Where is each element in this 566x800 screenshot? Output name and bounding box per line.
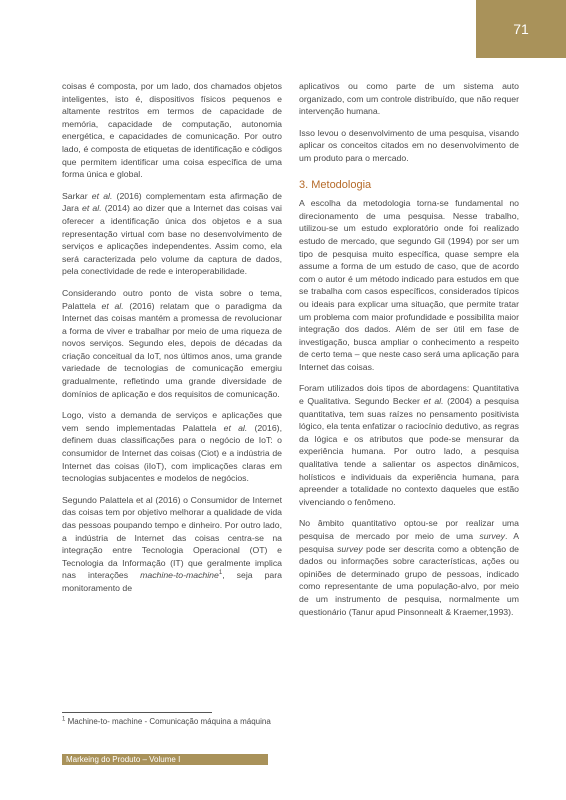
left-column bbox=[62, 80, 282, 604]
footnote-ref[interactable]: 1 bbox=[218, 570, 223, 577]
paragraph: Isso levou o desenvolvimento de uma pesquisa, visando aplicar os conceitos citados em no desenvolvimento de um produto para o mercado. bbox=[299, 127, 519, 163]
paragraph: Considerando outro ponto de vista sobre o tema, Palattela et al. (2016) relatam que o paradigma da Internet das coisas mantém a promessa de revolucionar a forma de viver e trabalhar por meio de uma riqueza de novos serviços. Segundo eles, depois de décadas da criação conceitual da IoT, nos últimos anos, uma grande variedade de tecnologias de comunicação emergiu gradualmente, refletindo uma grande diversidade de domínios de aplicação e dos requisitos de comunicação. bbox=[62, 287, 282, 399]
paragraph: Segundo Palattela et al (2016) o Consumidor de Internet das coisas tem por objetivo melhorar a qualidade de vida das pessoas poupando tempo e dinheiro. Por outro lado, a indústria de Internet das coisas centra-se na integração entre Tecnologia Operacional (OT) e Tecnologia da Informação (IT) que geralmente implica nas interações machine-to-machine$^1$, seja para monitoramento de bbox=[62, 494, 282, 593]
paragraph: aplicativos ou como parte de um sistema auto organizado, com um controle distribuído, que não requer intervenção humana. bbox=[299, 81, 519, 117]
footer-title: Markeing do Produto – Volume I bbox=[62, 754, 268, 765]
paragraph: Sarkar et al. (2016) complementam esta afirmação de Jara et al. (2014) ao dizer que a Internet das coisas vai oferecer a identificação única dos objetos e a sua representação virtual com base no desenvolvimento de serviços e aplicações independentes. Assim como, ela será caracterizada pelo volume da captura de dados, pela conectividade de rede e interoperabilidade. bbox=[62, 190, 282, 277]
footnote-divider bbox=[62, 712, 212, 713]
paragraph: No âmbito quantitativo optou-se por realizar uma pesquisa de mercado por meio de uma survey. A pesquisa survey pode ser descrita como a obtenção de dados ou informações sobre características, ações ou opiniões de determinado grupo de pessoas, indicado como representante de uma população-alvo, por meio de um instrumento de pesquisa, normalmente um questionário (Tanur apud Pinsonnealt & Kraemer,1993). bbox=[299, 518, 519, 617]
paragraph: coisas é composta, por um lado, dos chamados objetos inteligentes, isto é, dispositivos físicos pequenos e altamente restritos em termos de capacidade de memória, capacidade de computação, autonomia energética, e capacidades de comunicação. Por outro lado, é composta de etiquetas de identificação e códigos que permitem identificar uma coisa específica de uma forma única e global. bbox=[62, 81, 282, 180]
section-heading: 3. Metodologia bbox=[299, 178, 372, 191]
paragraph: Logo, visto a demanda de serviços e aplicações que vem sendo implementadas Palattela et al. (2016), definem duas classificações para o negócio de IoT: o consumidor de Internet das coisas (Ciot) e a indústria de Internet das coisas (iIoT), com implicações claras em tecnologias subjacentes e modelos de negócios. bbox=[62, 410, 282, 484]
right-column bbox=[299, 80, 519, 627]
footnote: $^1$ Machine-to- machine - Comunicação máquina a máquina bbox=[62, 716, 271, 726]
paragraph: Foram utilizados dois tipos de abordagens: Quantitativa e Qualitativa. Segundo Becker et al. (2004) a pesquisa quantitativa, tem suas raízes no pensamento positivista lógico, ela tenta enfatizar o raciocínio dedutivo, as regras da lógica e os atributos que pode-se mensurar da experiência humana. Por outro lado, a pesquisa qualitativa tende a salientar os aspectos dinâmicos, holísticos e individuais da experiência humana, para apreender a totalidade no contexto daqueles que estão vivenciando o fenômeno. bbox=[299, 383, 519, 507]
paragraph: A escolha da metodologia torna-se fundamental no direcionamento de uma pesquisa. Nesse trabalho, utilizou-se um estudo exploratório onde foi realizado estudo de mercado, que segundo Gil (1994) por ser um tipo de pesquisa muito específica, quase sempre ela assume a forma de um estudo de caso, que de acordo com o autor é um método indicado para estudos em que se trabalha com casos específicos, considerados típicos ou ideais para explicar uma situação, que permite tratar um problema com maior profundidade e possibilita maior integração dos dados. Além de ser útil em fase de investigação, busca ampliar o conhecimento a respeito de certo tema – que neste caso será uma aplicação para Internet das coisas. bbox=[299, 198, 519, 372]
page-number: 71 bbox=[476, 0, 566, 58]
